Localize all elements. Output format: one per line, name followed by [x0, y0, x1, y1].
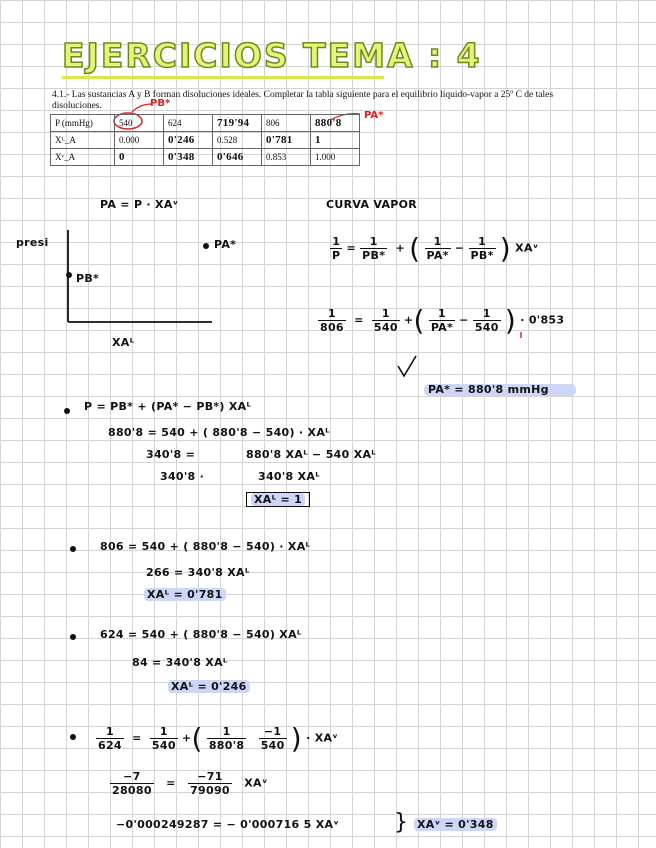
step1-line4b: 340'8 XAᴸ	[258, 470, 320, 483]
fraction: $\frac{1}{PA*}$	[426, 235, 449, 262]
table-cell: 0'781	[262, 132, 311, 149]
fraction: $\frac{-7}{28080}$	[112, 770, 152, 797]
fraction: $\frac{1}{PA*}$	[430, 307, 454, 334]
fraction: $\frac{-1}{540}$	[260, 725, 285, 752]
fraction: $\frac{1}{806}$	[320, 307, 344, 334]
step3-result: XAᴸ = 0'246	[168, 680, 250, 693]
table-cell: 1	[311, 132, 360, 149]
table-cell: 880'8	[311, 115, 360, 132]
step1-line2: 880'8 = 540 + ( 880'8 − 540) · XAᴸ	[108, 426, 330, 439]
fraction: $\frac{1}{540}$	[151, 725, 176, 752]
pa-result: PA* = 880'8 mmHg	[428, 383, 549, 396]
fraction: $\frac{-71}{79090}$	[190, 770, 230, 797]
table-cell: Xᴸ_A	[51, 132, 115, 149]
step1-line4a: 340'8 ·	[160, 470, 205, 483]
step1-result-box	[246, 492, 310, 507]
vapor-equation: $\frac{1}{P}$ = $\frac{1}{PB*}$ + ( $\frac{1}{PA*}$ − $\frac{1}{PB*}$ ) XAᵛ	[332, 232, 539, 265]
bullet	[64, 408, 70, 414]
brace: }	[394, 810, 408, 835]
fraction: $\frac{1}{PB*}$	[470, 235, 494, 262]
table-cell: P (mmHg)	[51, 115, 115, 132]
bullet	[70, 734, 76, 740]
table-cell: 0'348	[164, 149, 213, 166]
fraction: $\frac{1}{P}$	[332, 235, 341, 262]
table-cell: 0'246	[164, 132, 213, 149]
fraction: $\frac{1}{880'8}$	[208, 725, 245, 752]
bullet	[70, 546, 76, 552]
problem-statement: 4.1.- Las sustancias A y B forman disoluciones ideales. Completar la tabla siguiente para el equilibrio líquido-vapor a 25º C de tales disoluciones.	[52, 90, 554, 111]
step4-simplified: $\frac{-7}{28080}$ = $\frac{-71}{79090}$ XAᵛ	[112, 770, 268, 797]
annotation-pb: PB*	[150, 98, 171, 109]
annotation-pa: PA*	[364, 110, 384, 121]
equilibrium-table	[50, 114, 360, 166]
fraction: $\frac{1}{PB*}$	[362, 235, 386, 262]
vapor-title: CURVA VAPOR	[326, 198, 418, 211]
fraction: $\frac{1}{624}$	[98, 725, 122, 752]
graph-point-pb	[66, 272, 72, 278]
vapor-equation-substituted: $\frac{1}{806}$ = $\frac{1}{540}$ +( $\frac{1}{PA*}$ − $\frac{1}{540}$ ) · 0'853	[320, 304, 565, 337]
table-row-vapor	[51, 149, 360, 166]
pa-relation: PA = P · XAᵛ	[100, 198, 179, 211]
fraction: $\frac{1}{540}$	[373, 307, 398, 334]
page-title: EJERCICIOS TEMA : 4	[62, 36, 482, 75]
step4-result: XAᵛ = 0'348	[414, 818, 497, 831]
graph-pa-label: PA*	[214, 238, 237, 251]
table-cell: Xᵛ_A	[51, 149, 115, 166]
step1-result: XAᴸ = 1	[251, 493, 305, 506]
check-mark	[398, 356, 416, 376]
table-cell: 624	[164, 115, 213, 132]
step2-line1: 806 = 540 + ( 880'8 − 540) · XAᴸ	[100, 540, 311, 553]
table-cell: 0.528	[213, 132, 262, 149]
bullet	[70, 634, 76, 640]
step4-equation: $\frac{1}{624}$ = $\frac{1}{540}$ +( $\frac{1}{880'8}$ $\frac{-1}{540}$ ) · XAᵛ	[98, 722, 339, 755]
table-cell: 1.000	[311, 149, 360, 166]
step3-line1: 624 = 540 + ( 880'8 − 540) XAᴸ	[100, 628, 302, 641]
check-label	[400, 352, 401, 353]
step1-line3a: 340'8 =	[146, 448, 196, 461]
table-row-liquid	[51, 132, 360, 149]
table-row-pressure	[51, 115, 360, 132]
step4-last: −0'000249287 = − 0'000716 5 XAᵛ	[116, 818, 340, 831]
table-cell: 540	[115, 115, 164, 132]
table-cell: 719'94	[213, 115, 262, 132]
fraction: $\frac{1}{540}$	[474, 307, 499, 334]
step3-line2: 84 = 340'8 XAᴸ	[132, 656, 228, 669]
table-cell: 806	[262, 115, 311, 132]
title-underline	[62, 76, 384, 79]
table-cell: 0'646	[213, 149, 262, 166]
step1-formula: P = PB* + (PA* − PB*) XAᴸ	[84, 400, 252, 413]
graph-point-pa	[203, 243, 209, 249]
graph-pb-label: PB*	[76, 272, 100, 285]
step2-result: XAᴸ = 0'781	[144, 588, 226, 601]
table-cell: 0.853	[262, 149, 311, 166]
table-cell: 0.000	[115, 132, 164, 149]
table-cell: 0	[115, 149, 164, 166]
graph-y-label: presi	[16, 236, 49, 249]
step1-line3b: 880'8 XAᴸ − 540 XAᴸ	[246, 448, 376, 461]
step2-line2: 266 = 340'8 XAᴸ	[146, 566, 250, 579]
graph-x-label: XAᴸ	[112, 336, 135, 349]
